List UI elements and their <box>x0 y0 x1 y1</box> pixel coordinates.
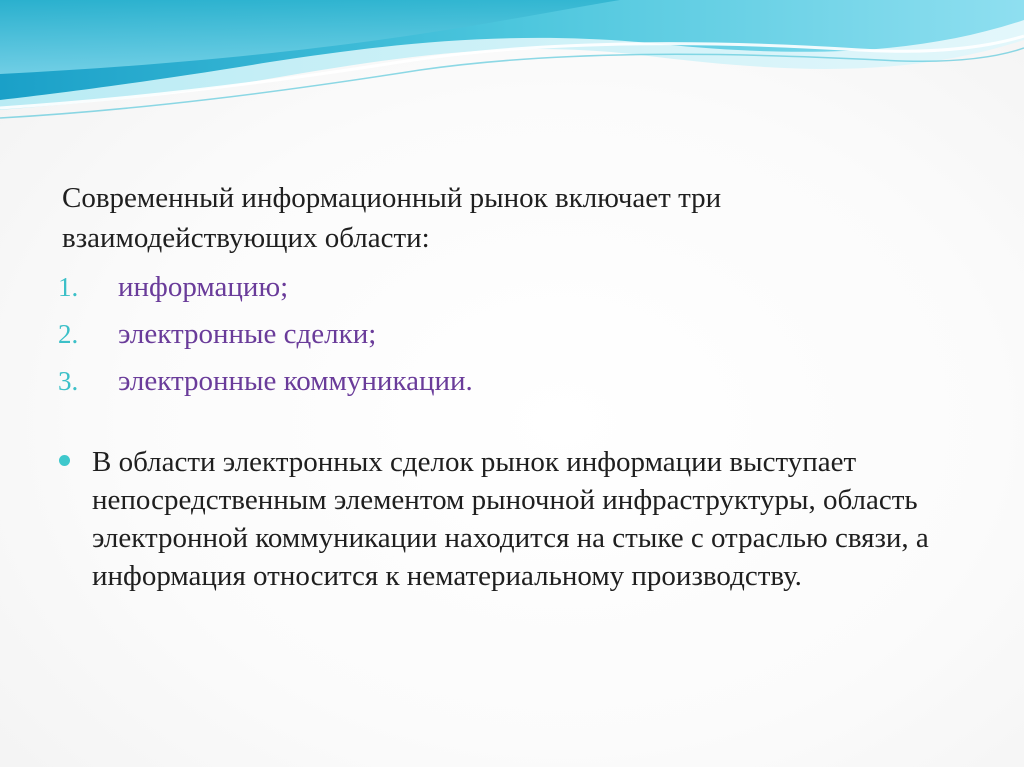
list-number: 3. <box>58 366 79 396</box>
list-item-text: электронные коммуникации. <box>118 365 473 397</box>
numbered-list <box>58 264 962 405</box>
list-item <box>58 311 962 358</box>
list-item <box>58 358 962 405</box>
slide-content <box>58 178 962 595</box>
list-number: 1. <box>58 272 79 302</box>
list-item-text: электронные сделки; <box>118 318 377 350</box>
bullet-paragraph <box>62 443 972 595</box>
list-item-text: информацию; <box>118 271 289 303</box>
wave-decoration <box>0 0 1024 140</box>
bullet-text: В области электронных сделок рынок информации выступает непосредственным элементом рыночной инфраструктуры, область электронной коммуникации находится на стыке с отраслью связи, а информация относится к нематериальному производству. <box>92 446 929 592</box>
bullet-dot-icon <box>59 455 70 466</box>
list-number: 2. <box>58 319 79 349</box>
intro-paragraph: Современный информационный рынок включает три взаимодействующих области: <box>62 182 722 254</box>
list-item <box>58 264 962 311</box>
